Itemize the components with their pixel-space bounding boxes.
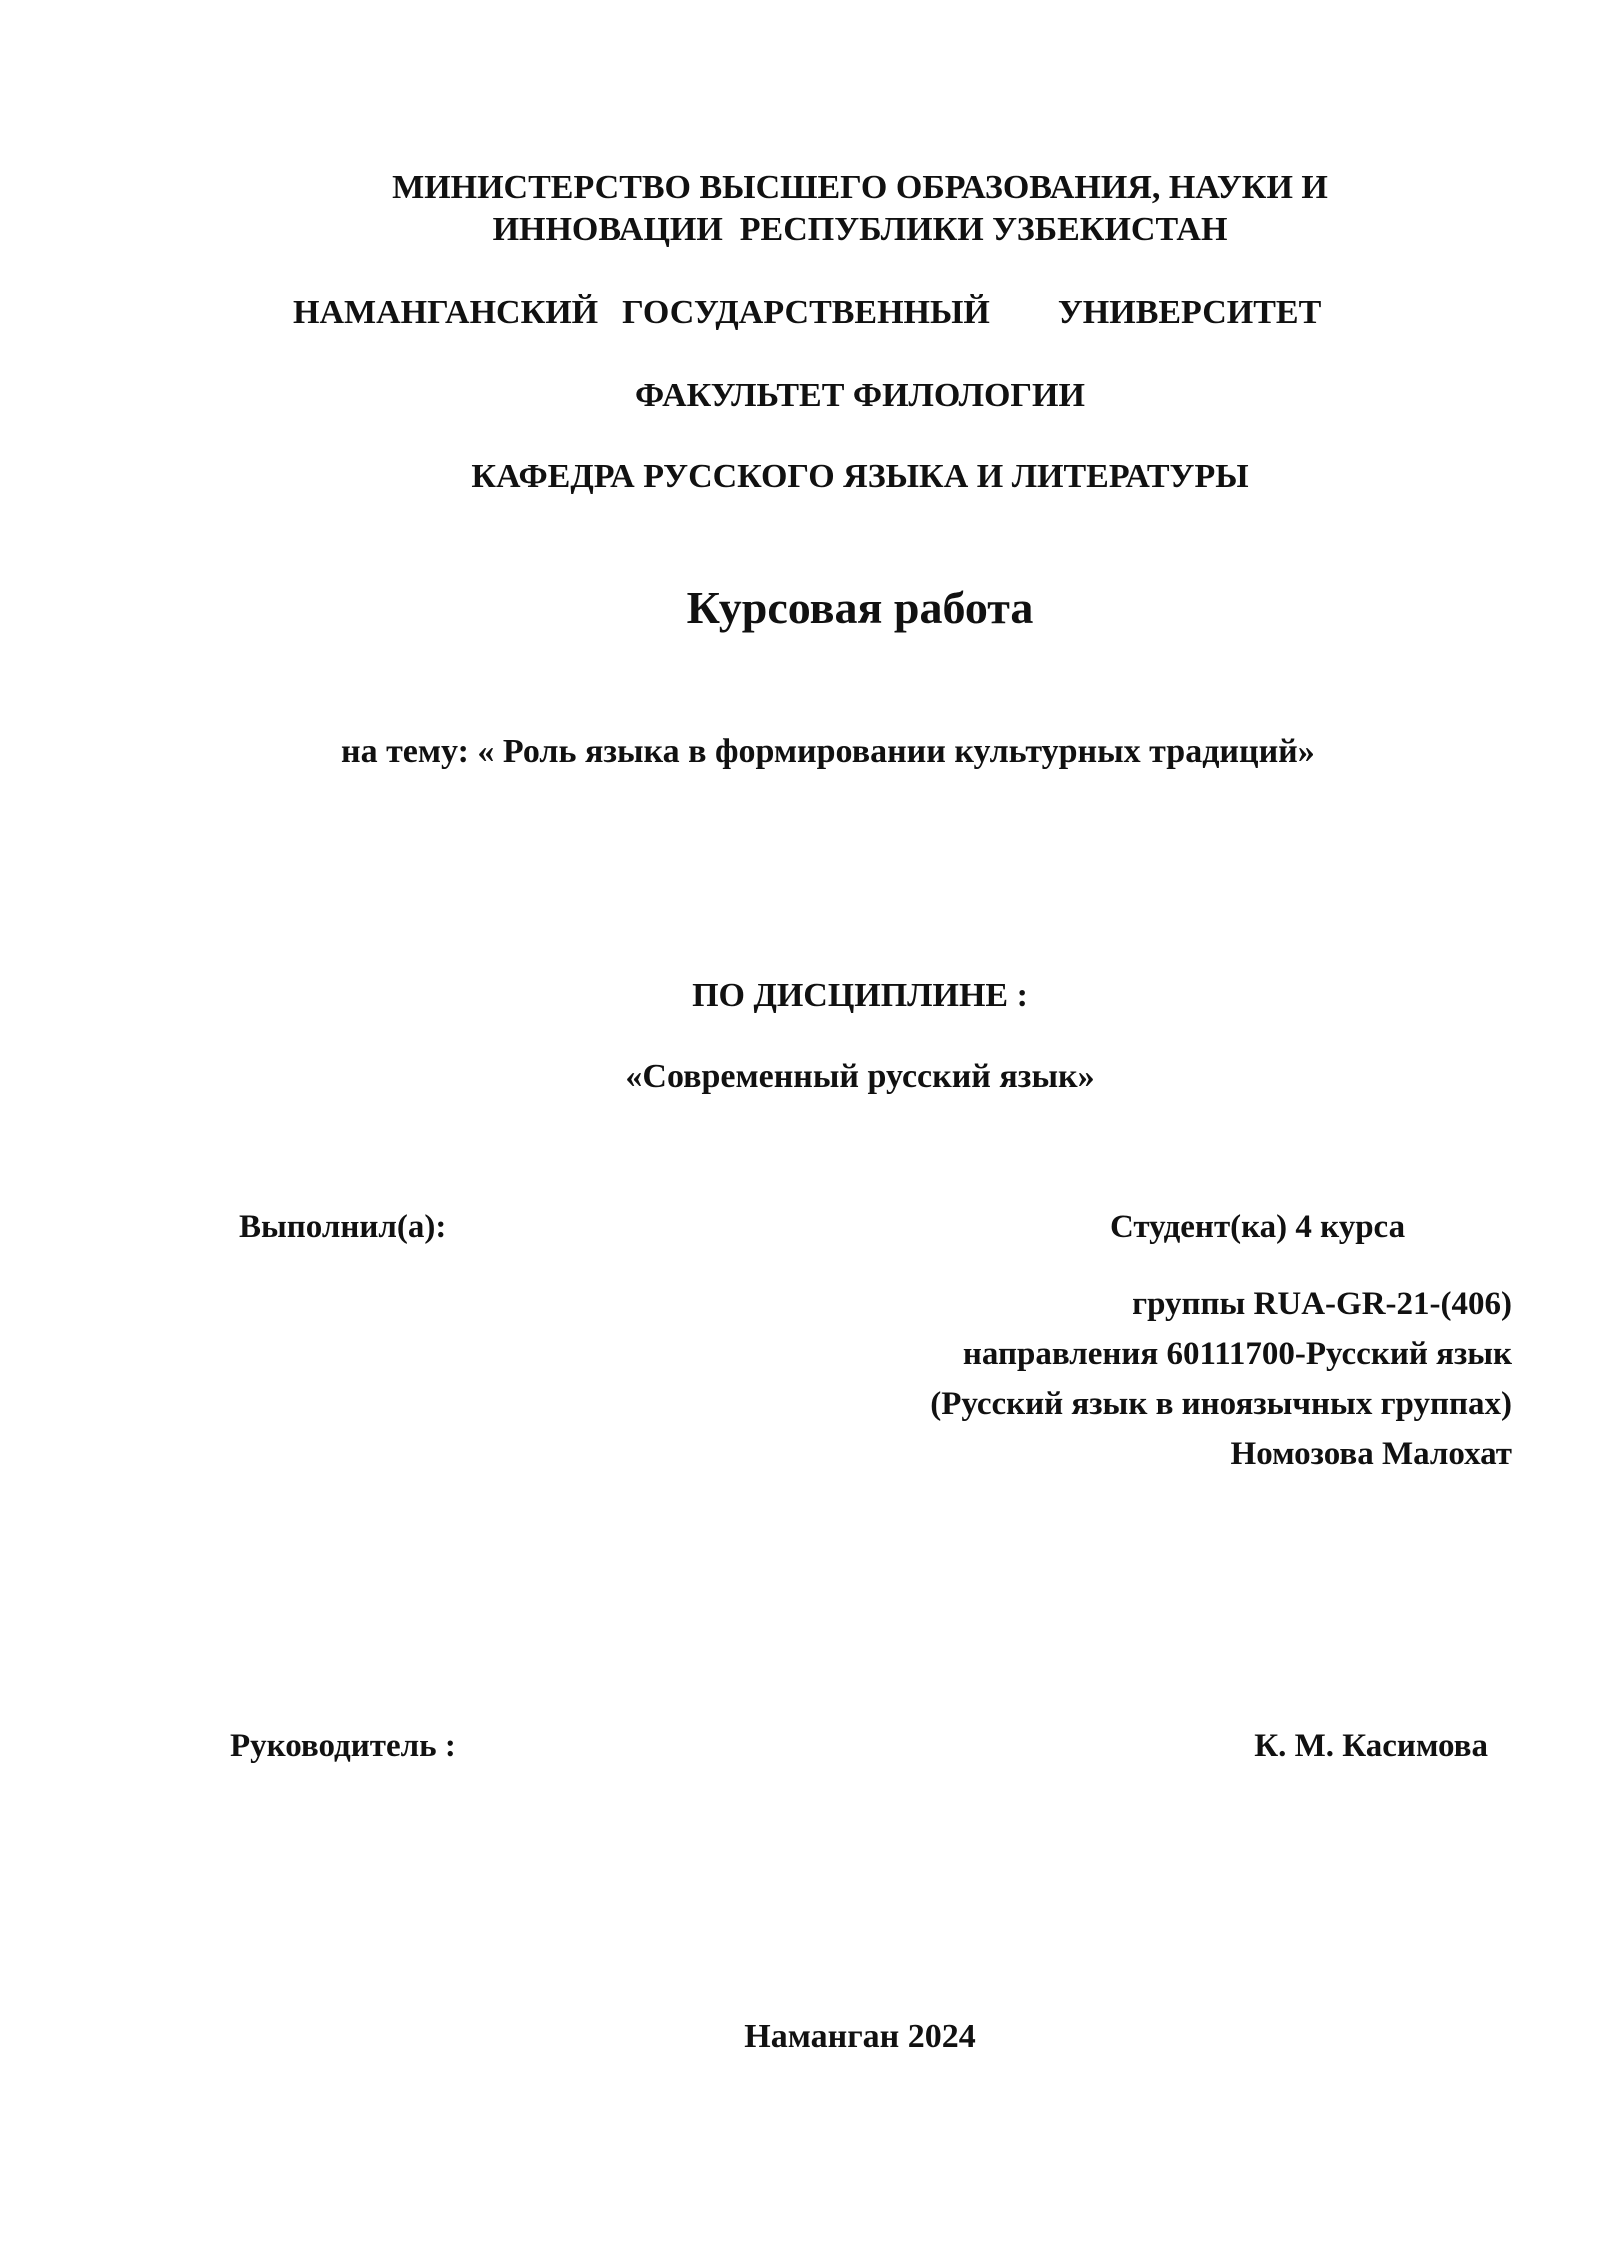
discipline-label: ПО ДИСЦИПЛИНЕ :	[692, 977, 1028, 1014]
city-year: Наманган 2024	[744, 2018, 976, 2055]
ministry-line-2: ИННОВАЦИИ РЕСПУБЛИКИ УЗБЕКИСТАН	[492, 211, 1228, 248]
author-name: Номозова Малохат	[1230, 1436, 1512, 1472]
supervisor-label: Руководитель :	[230, 1728, 456, 1764]
department-name: КАФЕДРА РУССКОГО ЯЗЫКА И ЛИТЕРАТУРЫ	[471, 458, 1249, 495]
university-word-3: УНИВЕРСИТЕТ	[1057, 294, 1322, 331]
university-word-1: НАМАНГАНСКИЙ	[293, 294, 599, 331]
topic-line: на тему: « Роль языка в формировании культурных традиций»	[341, 733, 1315, 770]
author-specialization: (Русский язык в иноязычных группах)	[930, 1386, 1512, 1422]
faculty-name: ФАКУЛЬТЕТ ФИЛОЛОГИИ	[635, 377, 1085, 414]
discipline-name: «Современный русский язык»	[625, 1058, 1095, 1095]
work-type-title: Курсовая работа	[686, 582, 1034, 633]
author-direction: направления 60111700-Русский язык	[962, 1336, 1512, 1372]
university-word-2: ГОСУДАРСТВЕННЫЙ	[622, 294, 990, 331]
author-status: Студент(ка) 4 курса	[1110, 1209, 1406, 1245]
ministry-line-1: МИНИСТЕРСТВО ВЫСШЕГО ОБРАЗОВАНИЯ, НАУКИ И	[392, 169, 1328, 206]
university-name	[293, 296, 1321, 330]
author-group: группы RUA-GR-21-(406)	[1132, 1286, 1512, 1322]
ministry-header	[0, 167, 1600, 251]
author-label: Выполнил(а):	[239, 1209, 447, 1245]
supervisor-name: К. М. Касимова	[1254, 1728, 1488, 1764]
